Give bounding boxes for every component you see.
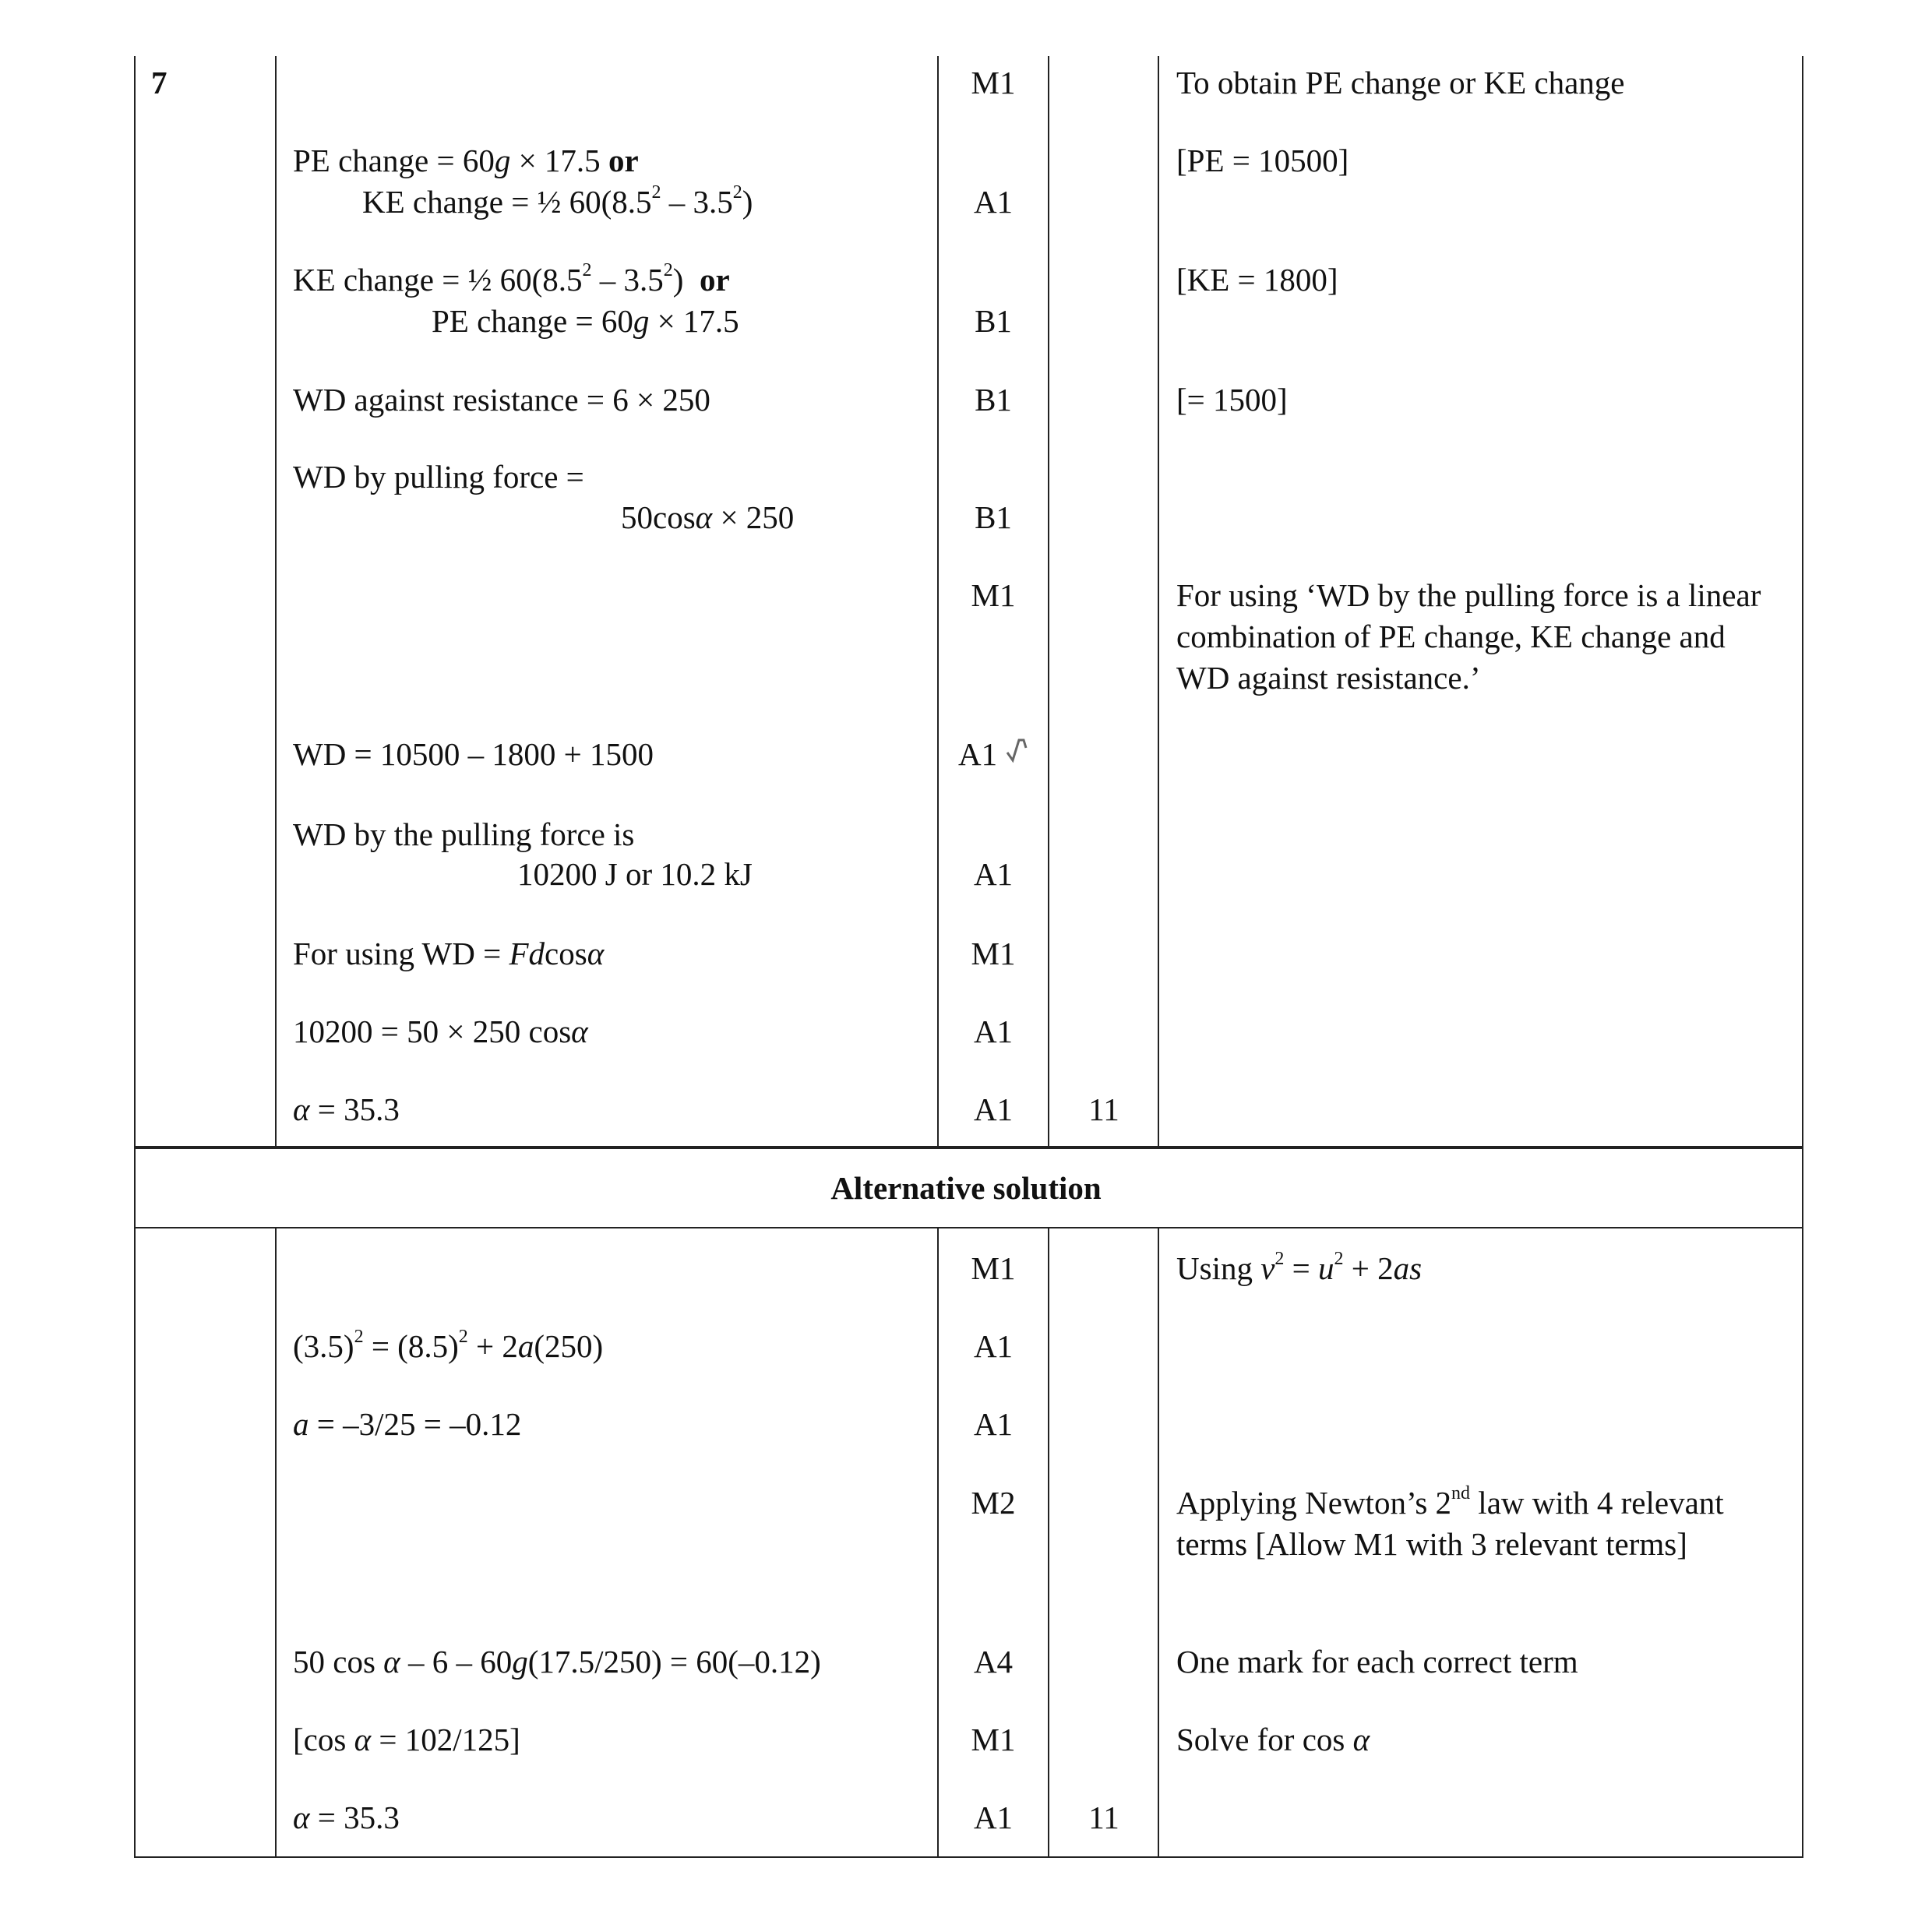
mark-r1: M1	[971, 65, 1016, 100]
alt-mark-a2: A1	[973, 1328, 1014, 1364]
work-r4: WD against resistance = 6 × 250	[293, 382, 710, 418]
col-divider-4	[1158, 56, 1159, 1147]
comment-r1: To obtain PE change or KE change	[1176, 65, 1625, 100]
table-border-right	[1802, 56, 1803, 1211]
col-divider-2-alt	[937, 1227, 939, 1857]
work-r8-line1: WD by the pulling force is	[293, 816, 635, 852]
alt-comment-a1: Using $v^2 = u^2 + 2as$	[1176, 1249, 1423, 1286]
work-r5-line2: 50cosα × 250	[621, 499, 795, 535]
alt-mark-a6: M1	[971, 1722, 1016, 1757]
alt-comment-a6: Solve for cos α	[1176, 1722, 1370, 1757]
mark-r8: A1	[973, 856, 1014, 892]
alt-mark-a1: M1	[971, 1250, 1016, 1286]
work-r8-line2: 10200 J or 10.2 kJ	[517, 856, 753, 892]
mark-r5: B1	[975, 499, 1012, 535]
alt-total-a7: 11	[1088, 1799, 1119, 1835]
mark-r7: A1	[958, 736, 998, 772]
alt-work-a7: α = 35.3	[293, 1799, 400, 1835]
table-border-left-alt	[134, 1211, 136, 1857]
comment-r2: [PE = 10500]	[1176, 143, 1349, 178]
alt-work-a2: $(3.5)^2 = (8.5)^2 + 2a(250)$	[293, 1327, 604, 1364]
alt-heading-bottom-border	[134, 1227, 1803, 1228]
alt-work-a6: [cos α = 102/125]	[293, 1722, 520, 1757]
alt-comment-a4: Applying Newton’s 2nd law with 4 relevant terms [Allow M1 with 3 relevant terms]	[1176, 1483, 1724, 1562]
alt-mark-a3: A1	[973, 1406, 1014, 1442]
table-border-right-alt	[1802, 1211, 1803, 1857]
mark-r2: A1	[973, 184, 1014, 220]
table-border-left	[134, 56, 136, 1211]
table-bottom-border	[134, 1856, 1803, 1858]
work-r2-line1: PE change = 60g × 17.5 or	[293, 143, 639, 178]
alt-work-a5: 50 cos α – 6 – 60g(17.5/250) = 60(–0.12)	[293, 1644, 821, 1680]
work-r9: For using WD = Fdcosα	[293, 936, 605, 971]
section-divider	[134, 1146, 1803, 1149]
col-divider-4-alt	[1158, 1227, 1159, 1857]
col-divider-1	[275, 56, 277, 1147]
alt-work-a3: a = –3/25 = –0.12	[293, 1406, 522, 1442]
mark-r10: A1	[973, 1013, 1014, 1049]
alt-mark-a7: A1	[973, 1799, 1014, 1835]
follow-through-tick-icon	[1005, 734, 1028, 765]
alternative-solution-heading: Alternative solution	[830, 1170, 1102, 1206]
work-r2-line2: KE change = ½ $60(8.5^2 - 3.5^2)$	[362, 182, 753, 220]
work-r10: 10200 = 50 × 250 cosα	[293, 1013, 588, 1049]
work-r5-line1: WD by pulling force =	[293, 459, 584, 495]
mark-r3: B1	[975, 303, 1012, 339]
work-r7: WD = 10500 – 1800 + 1500	[293, 736, 654, 772]
alt-mark-a4: M2	[971, 1485, 1016, 1521]
mark-r9: M1	[971, 936, 1016, 971]
mark-r11: A1	[973, 1091, 1014, 1127]
comment-r3: [KE = 1800]	[1176, 262, 1338, 298]
total-r11: 11	[1088, 1091, 1119, 1127]
work-r11: α = 35.3	[293, 1091, 400, 1127]
work-r3-line1: KE change = ½ $60(8.5^2 - 3.5^2)$ or	[293, 260, 730, 298]
question-number: 7	[151, 65, 167, 100]
mark-r6: M1	[971, 577, 1016, 613]
comment-r6: For using ‘WD by the pulling force is a linear combination of PE change, KE change and WD against resistance.’	[1176, 577, 1761, 696]
work-r3-line2: PE change = 60g × 17.5	[432, 303, 739, 339]
col-divider-3-alt	[1048, 1227, 1049, 1857]
comment-r4: [= 1500]	[1176, 382, 1288, 418]
col-divider-3	[1048, 56, 1049, 1147]
mark-r4: B1	[975, 382, 1012, 418]
col-divider-1-alt	[275, 1227, 277, 1857]
alt-comment-a5: One mark for each correct term	[1176, 1644, 1578, 1680]
alt-mark-a5: A4	[973, 1644, 1014, 1680]
